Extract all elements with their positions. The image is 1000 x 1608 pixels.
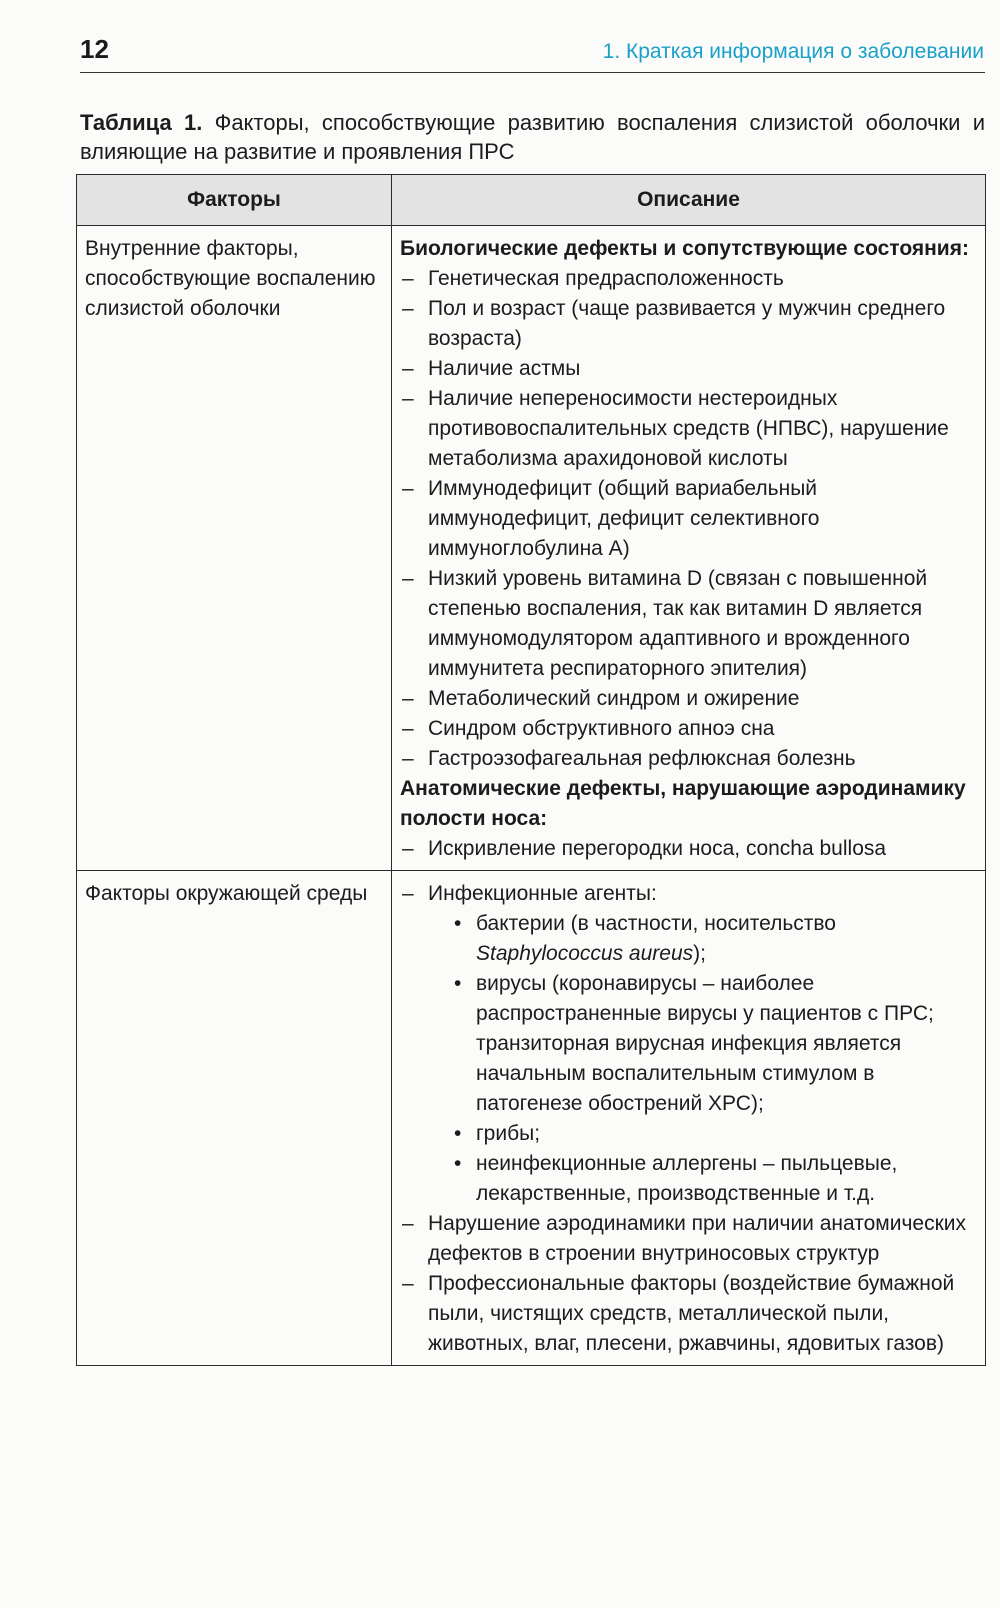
page-number: 12	[80, 34, 109, 64]
table-row-environmental	[77, 871, 986, 1366]
description-internal	[392, 226, 986, 871]
environmental-list	[400, 879, 973, 1359]
list-item-aerodynamics: – Нарушение аэродинамики при наличии анатомических дефектов в строении внутриносовых структур	[400, 1209, 973, 1269]
bacteria-text: бактерии (в частности, носительство	[476, 912, 836, 935]
anatomical-list	[400, 834, 973, 864]
table-row-internal	[77, 226, 986, 871]
list-item: – Иммунодефицит (общий вариабельный иммунодефицит, дефицит селективного иммуноглобулина А)	[400, 474, 973, 564]
section-title-biological: Биологические дефекты и сопутствующие состояния:	[400, 237, 969, 260]
biological-list	[400, 264, 973, 774]
section-title-anatomical: Анатомические дефекты, нарушающие аэродинамику полости носа:	[400, 777, 966, 830]
list-item: – Синдром обструктивного апноэ сна	[400, 714, 973, 744]
list-item: – Пол и возраст (чаще развивается у мужчин среднего возраста)	[400, 294, 973, 354]
infection-sublist	[428, 909, 973, 1209]
running-head: 1. Краткая информация о заболевании	[602, 40, 984, 63]
list-item: – Искривление перегородки носа, concha bullosa	[400, 834, 973, 864]
caption-label: Таблица 1.	[80, 110, 203, 135]
infection-label: Инфекционные агенты:	[428, 882, 657, 905]
bacteria-species: Staphylococcus aureus	[476, 942, 694, 965]
list-item-infection	[400, 879, 973, 1209]
header-description: Описание	[392, 175, 986, 226]
list-item: – Генетическая предрасположенность	[400, 264, 973, 294]
header-factors: Факторы	[77, 175, 392, 226]
factors-table	[76, 174, 986, 1366]
table-header-row	[77, 175, 986, 226]
list-item: – Наличие астмы	[400, 354, 973, 384]
table-caption	[80, 108, 985, 166]
list-item-occupational: – Профессиональные факторы (воздействие бумажной пыли, чистящих средств, металлической пыли, животных, влаг, плесени, ржавчины, ядовитых газов)	[400, 1269, 973, 1359]
header-rule	[80, 72, 985, 73]
list-item: – Метаболический синдром и ожирение	[400, 684, 973, 714]
caption-text: Факторы, способствующие развитию воспаления слизистой оболочки и влияющие на развитие и проявления ПРС	[80, 110, 986, 164]
list-item: – Низкий уровень витамина D (связан с повышенной степенью воспаления, так как витамин D является иммуномодулятором адаптивного и врожденного иммунитета респираторного эпителия)	[400, 564, 973, 684]
bacteria-text-end: );	[693, 942, 706, 965]
list-item: – Наличие непереносимости нестероидных противовоспалительных средств (НПВС), нарушение метаболизма арахидоновой кислоты	[400, 384, 973, 474]
sublist-item-allergens: • неинфекционные аллергены – пыльцевые, лекарственные, производственные и т.д.	[428, 1149, 973, 1209]
factor-internal: Внутренние факторы, способствующие воспалению слизистой оболочки	[77, 226, 392, 871]
factor-environmental: Факторы окружающей среды	[77, 871, 392, 1366]
sublist-item-viruses: • вирусы (коронавирусы – наиболее распространенные вирусы у пациентов с ПРС; транзиторная вирусная инфекция является начальным воспалительным стимулом в патогенезе обострений ХРС);	[428, 969, 973, 1119]
sublist-item-bacteria	[428, 909, 973, 969]
sublist-item-fungi: • грибы;	[428, 1119, 973, 1149]
description-environmental	[392, 871, 986, 1366]
list-item: – Гастроэзофагеальная рефлюксная болезнь	[400, 744, 973, 774]
